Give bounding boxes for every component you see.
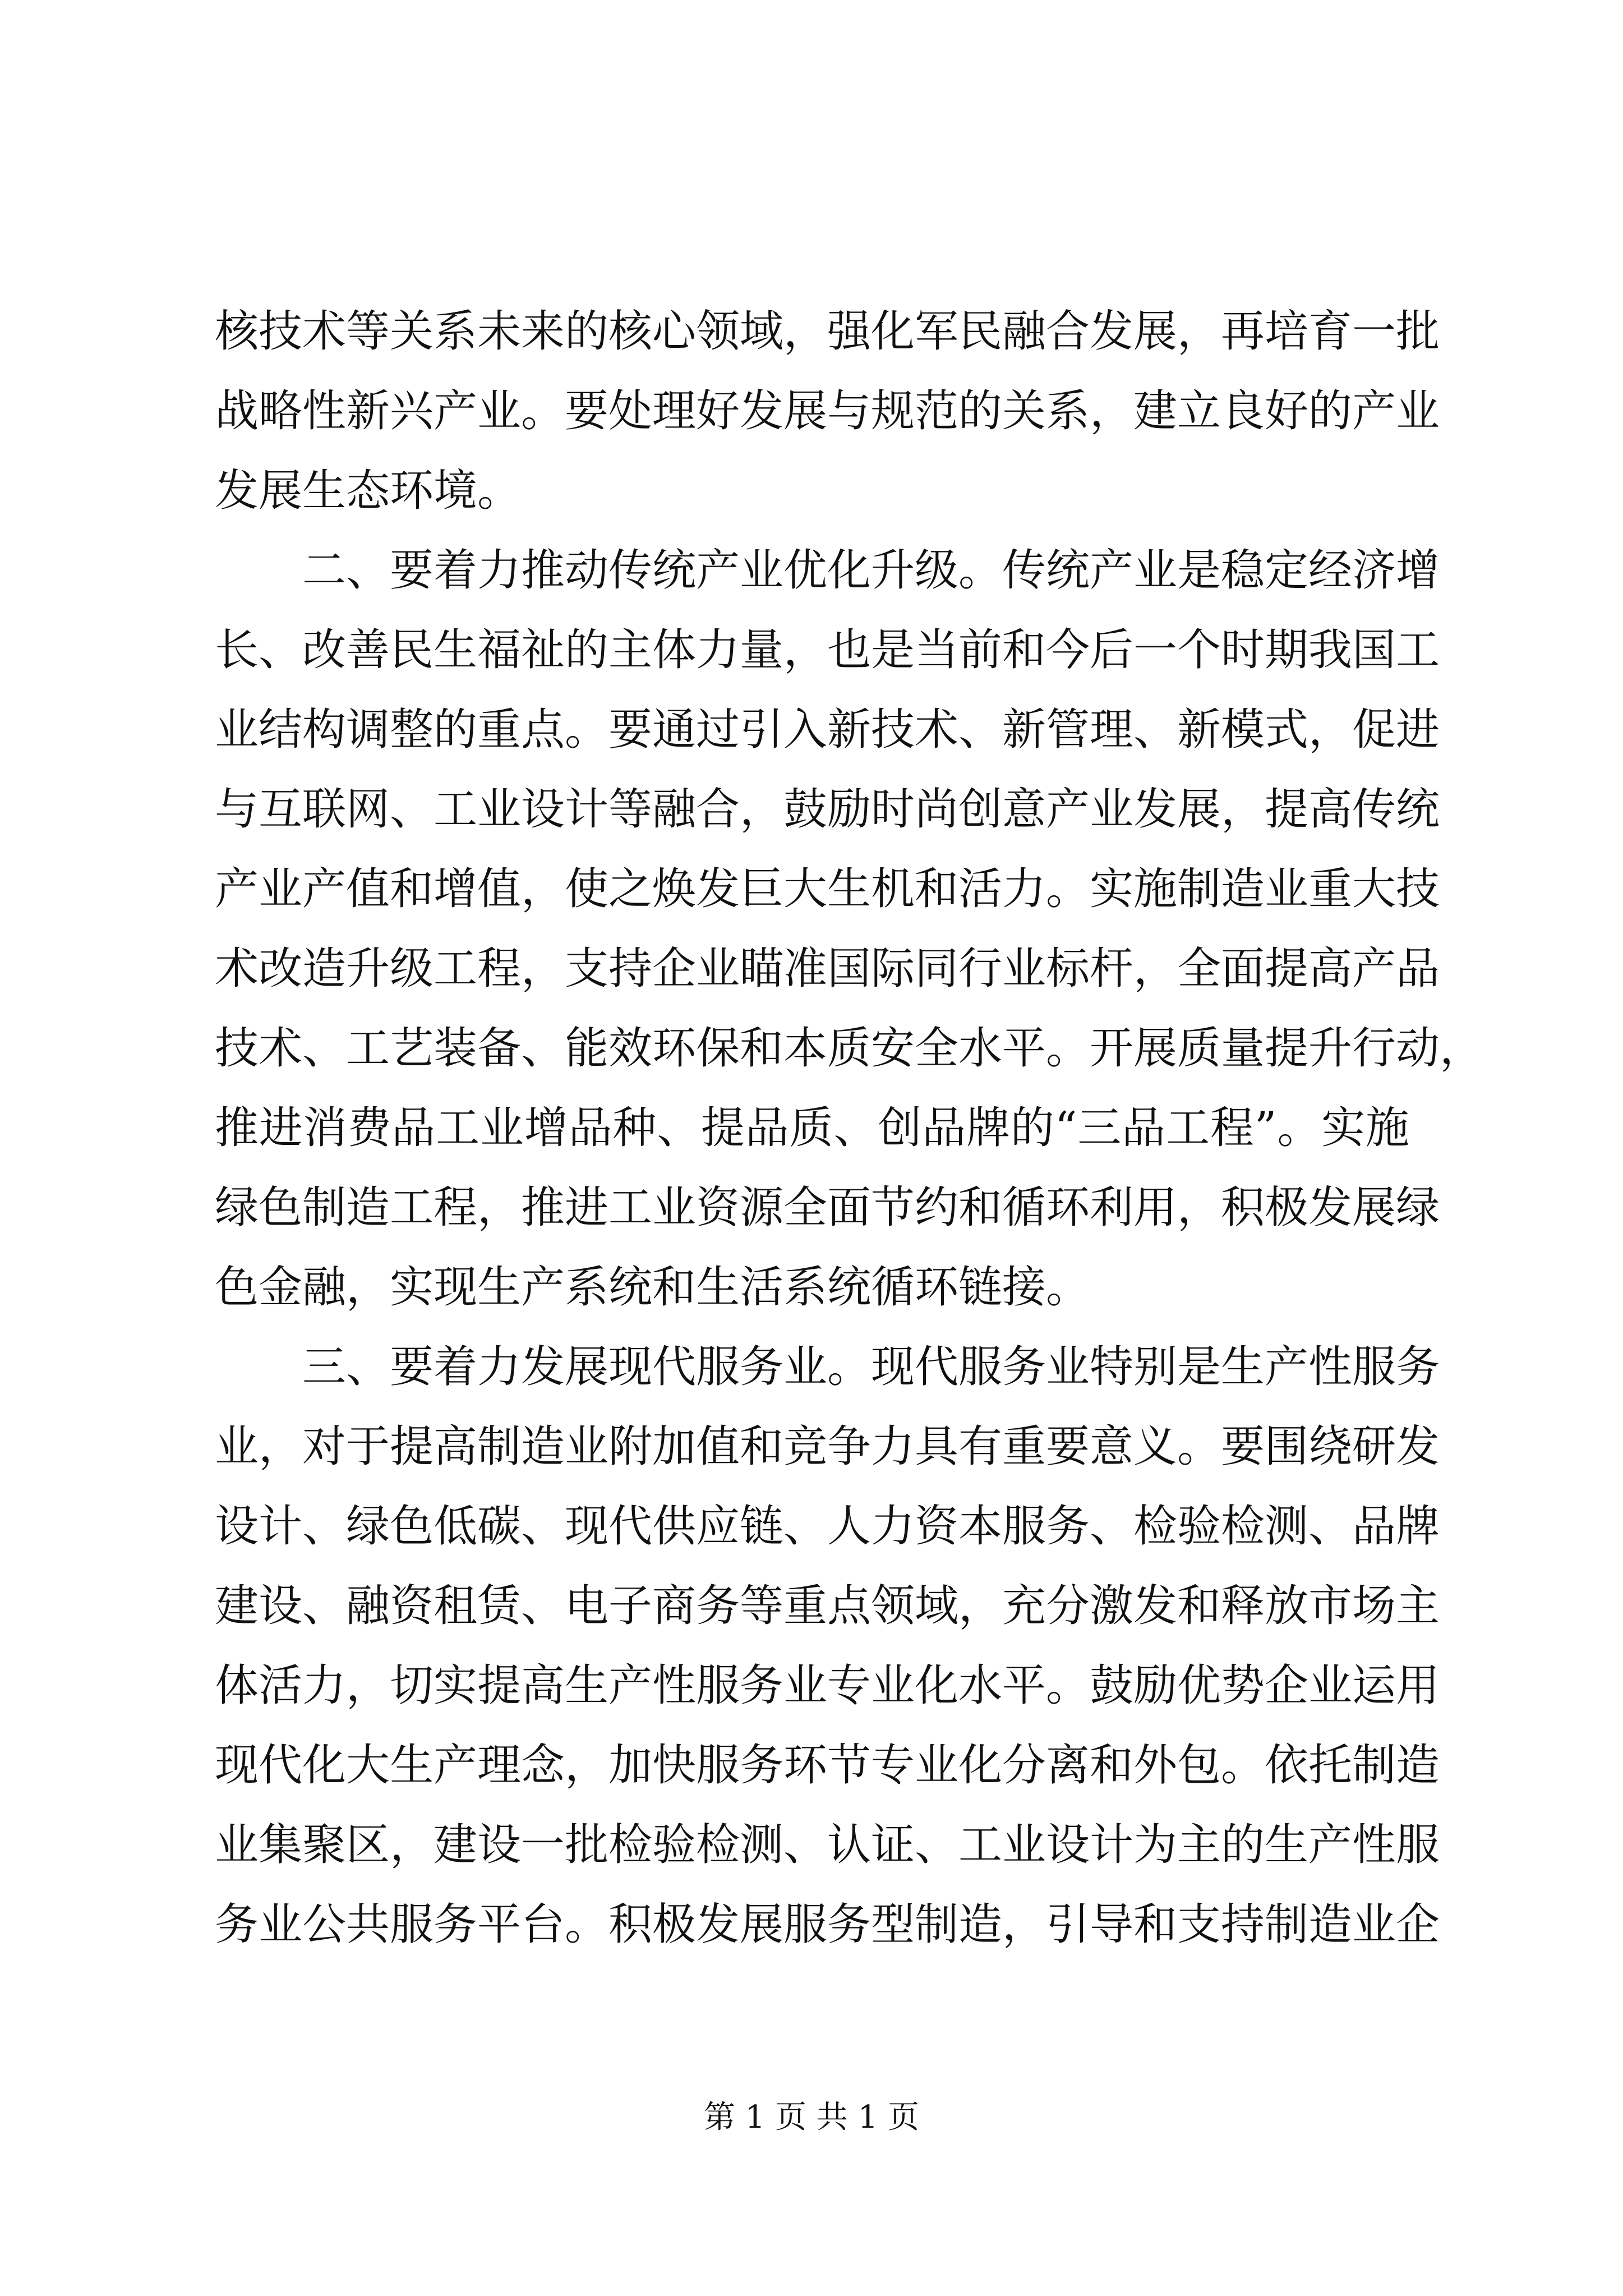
text-line: 术改造升级工程，支持企业瞄准国际同行业标杆，全面提高产品 [215,944,1440,994]
page-footer [0,2095,1623,2140]
text-line: 现代化大生产理念，加快服务环节专业化分离和外包。依托制造 [215,1740,1440,1791]
text-line: 发展生态环境。 [215,466,522,516]
text-line: 业集聚区，建设一批检验检测、认证、工业设计为主的生产性服 [215,1820,1440,1870]
text-line: 核技术等关系未来的核心领域，强化军民融合发展，再培育一批 [215,306,1440,357]
text-line: 绿色制造工程，推进工业资源全面节约和循环利用，积极发展绿 [215,1182,1440,1233]
text-line: 色金融，实现生产系统和生活系统循环链接。 [215,1262,1090,1313]
text-line: 务业公共服务平台。积极发展服务型制造，引导和支持制造业企 [215,1899,1440,1950]
document-body [215,292,1484,1964]
text-line: 设计、绿色低碳、现代供应链、人力资本服务、检验检测、品牌 [215,1501,1440,1552]
text-line: 与互联网、工业设计等融合，鼓励时尚创意产业发展，提高传统 [215,784,1440,835]
text-line: 战略性新兴产业。要处理好发展与规范的关系，建立良好的产业 [215,386,1440,436]
text-line: 产业产值和增值，使之焕发巨大生机和活力。实施制造业重大技 [215,864,1440,914]
paragraph-start-line: 二、要着力推动传统产业优化升级。传统产业是稳定经济增 [302,545,1440,596]
text-line: 推进消费品工业增品种、提品质、创品牌的“三品工程”。实施 [215,1103,1409,1153]
text-line: 业结构调整的重点。要通过引入新技术、新管理、新模式，促进 [215,705,1440,755]
text-line: 业，对于提高制造业附加值和竞争力具有重要意义。要围绕研发 [215,1421,1440,1472]
page-number: 第 1 页 共 1 页 [703,2099,920,2136]
text-line: 技术、工艺装备、能效环保和本质安全水平。开展质量提升行动， [215,1023,1484,1074]
paragraph-start-line: 三、要着力发展现代服务业。现代服务业特别是生产性服务 [302,1342,1440,1392]
text-line: 体活力，切实提高生产性服务业专业化水平。鼓励优势企业运用 [215,1660,1440,1711]
text-line: 长、改善民生福祉的主体力量，也是当前和今后一个时期我国工 [215,625,1440,675]
text-line: 建设、融资租赁、电子商务等重点领域，充分激发和释放市场主 [215,1581,1440,1631]
